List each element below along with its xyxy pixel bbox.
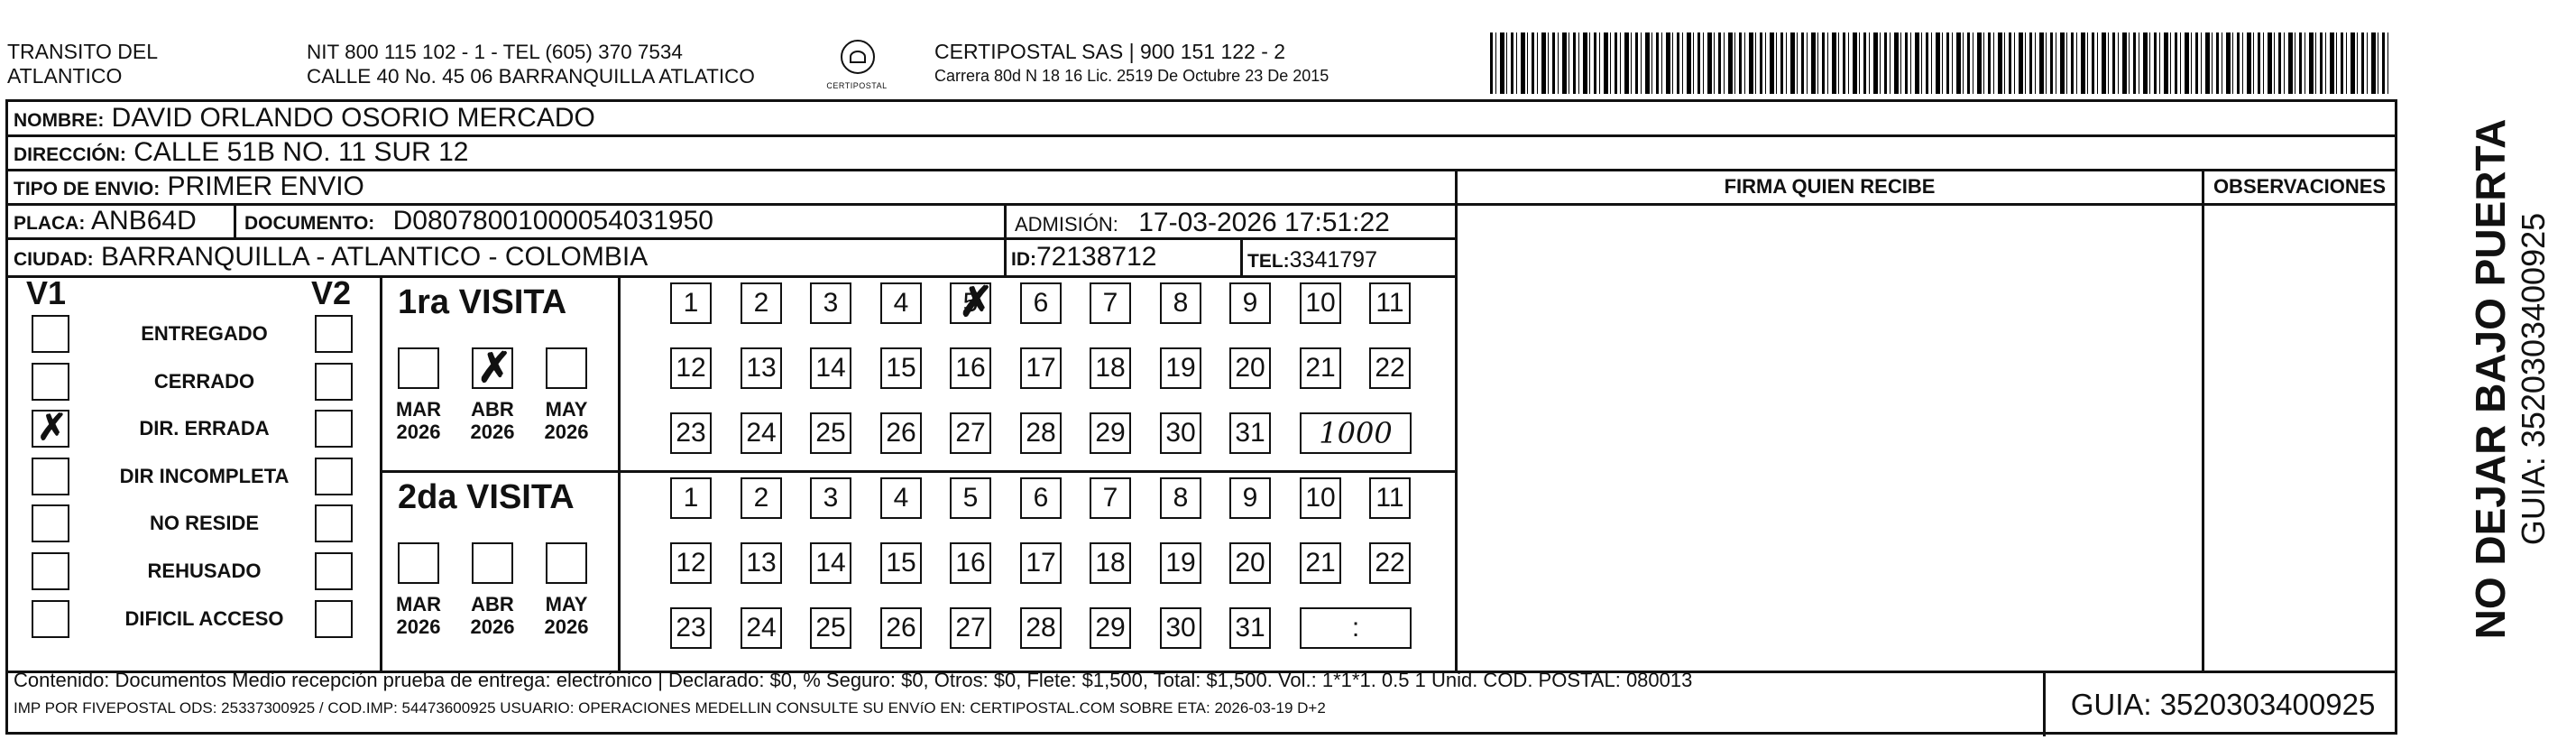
observaciones-header: OBSERVACIONES bbox=[2213, 175, 2387, 198]
day-box[interactable]: 10 bbox=[1300, 477, 1341, 519]
v2-checkbox[interactable] bbox=[315, 552, 353, 590]
logo-text: CERTIPOSTAL bbox=[826, 81, 888, 90]
month-label bbox=[387, 593, 450, 638]
id-value: 72138712 bbox=[1036, 242, 1157, 272]
direccion-field bbox=[14, 137, 468, 171]
day-box[interactable]: 1 bbox=[670, 477, 712, 519]
month-name: ABR bbox=[471, 593, 514, 615]
sender-line-2: ATLANTICO bbox=[7, 64, 123, 88]
v2-label: V2 bbox=[311, 274, 352, 311]
v2-checkbox[interactable] bbox=[315, 315, 353, 353]
day-box[interactable]: 4 bbox=[880, 282, 922, 324]
day-box[interactable]: 23 bbox=[670, 412, 712, 454]
nombre-value: DAVID ORLANDO OSORIO MERCADO bbox=[111, 103, 595, 133]
id-label: ID: bbox=[1011, 249, 1036, 270]
day-box[interactable]: 11 bbox=[1369, 477, 1411, 519]
month-checkbox[interactable] bbox=[398, 347, 439, 389]
day-box[interactable]: 14 bbox=[810, 347, 851, 389]
day-box[interactable]: 17 bbox=[1020, 542, 1062, 584]
month-year: 2026 bbox=[470, 615, 515, 638]
day-box[interactable]: 2 bbox=[741, 282, 782, 324]
id-field bbox=[1011, 242, 1156, 275]
documento-value: D08078001000054031950 bbox=[392, 206, 713, 236]
courier-line-1: CERTIPOSTAL SAS | 900 151 122 - 2 bbox=[934, 40, 1286, 63]
direccion-label: DIRECCIÓN: bbox=[14, 144, 126, 165]
certipostal-logo bbox=[821, 40, 893, 94]
month-checkbox[interactable] bbox=[398, 542, 439, 584]
nombre-label: NOMBRE: bbox=[14, 110, 105, 131]
day-box[interactable]: 22 bbox=[1369, 347, 1411, 389]
status-label: ENTREGADO bbox=[141, 322, 268, 345]
visit-title: 1ra VISITA bbox=[398, 283, 567, 321]
day-box[interactable]: 12 bbox=[670, 542, 712, 584]
tipo-envio-label: TIPO DE ENVIO: bbox=[14, 179, 161, 199]
day-box[interactable]: 21 bbox=[1300, 347, 1341, 389]
day-box[interactable]: 28 bbox=[1020, 412, 1062, 454]
month-label bbox=[461, 398, 524, 443]
day-box[interactable]: 7 bbox=[1090, 282, 1131, 324]
day-box[interactable]: 24 bbox=[741, 607, 782, 649]
side-notice bbox=[2466, 108, 2553, 650]
direccion-value: CALLE 51B NO. 11 SUR 12 bbox=[133, 137, 469, 167]
month-name: MAR bbox=[395, 593, 442, 615]
side-guia: GUIA: 3520303400925 bbox=[2515, 212, 2552, 546]
day-box[interactable]: 3 bbox=[810, 477, 851, 519]
visit-time-box[interactable]: 1000 bbox=[1300, 412, 1412, 454]
day-box[interactable]: 17 bbox=[1020, 347, 1062, 389]
sender-contact bbox=[307, 40, 812, 88]
admision-field bbox=[1015, 208, 1390, 240]
month-checkbox[interactable] bbox=[472, 542, 513, 584]
month-label bbox=[535, 593, 598, 638]
month-name: MAY bbox=[545, 398, 588, 421]
day-box[interactable]: 13 bbox=[741, 542, 782, 584]
placa-label: PLACA: bbox=[14, 213, 86, 234]
day-box[interactable]: 2 bbox=[741, 477, 782, 519]
month-year: 2026 bbox=[544, 615, 589, 638]
day-box[interactable]: 26 bbox=[880, 607, 922, 649]
day-box[interactable]: 19 bbox=[1160, 347, 1201, 389]
ciudad-label: CIUDAD: bbox=[14, 249, 94, 270]
side-notice-title: NO DEJAR BAJO PUERTA bbox=[2467, 118, 2514, 640]
placa-field bbox=[14, 206, 197, 239]
day-box[interactable]: 21 bbox=[1300, 542, 1341, 584]
v1-checkbox[interactable] bbox=[32, 458, 69, 495]
month-checkbox[interactable] bbox=[472, 347, 513, 389]
v2-checkbox[interactable] bbox=[315, 363, 353, 401]
status-label: REHUSADO bbox=[147, 560, 262, 582]
placa-value: ANB64D bbox=[91, 206, 197, 236]
tel-value: 3341797 bbox=[1289, 247, 1377, 273]
day-box[interactable]: 7 bbox=[1090, 477, 1131, 519]
day-box[interactable]: 6 bbox=[1020, 282, 1062, 324]
month-name: ABR bbox=[471, 398, 514, 421]
admision-label: ADMISIÓN: bbox=[1015, 213, 1118, 236]
day-box[interactable]: 29 bbox=[1090, 607, 1131, 649]
day-box[interactable]: 18 bbox=[1090, 347, 1131, 389]
day-box[interactable]: 25 bbox=[810, 607, 851, 649]
tel-field bbox=[1247, 245, 1377, 277]
day-box[interactable]: 31 bbox=[1229, 607, 1271, 649]
day-box[interactable]: 1 bbox=[670, 282, 712, 324]
v1-checkbox[interactable] bbox=[32, 600, 69, 638]
day-box[interactable]: 25 bbox=[810, 412, 851, 454]
v1-checkbox[interactable] bbox=[32, 504, 69, 542]
day-box[interactable]: 4 bbox=[880, 477, 922, 519]
month-label bbox=[387, 398, 450, 443]
v2-checkbox[interactable] bbox=[315, 504, 353, 542]
footer-content-line: Contenido: Documentos Medio recepción prueba de entrega: electrónico | Declarado: $0, % Seguro: $0, Otros: $0, Flete: $1,500, Total: $1,500. Vol.: 1*1*1. 0.5 1 Unid. COD. POSTAL: 080013 bbox=[14, 669, 1693, 691]
day-box[interactable]: 27 bbox=[950, 607, 991, 649]
sender-line-1: TRANSITO DEL bbox=[7, 40, 158, 63]
footer-print-line: IMP POR FIVEPOSTAL ODS: 25337300925 / COD.IMP: 54473600925 USUARIO: OPERACIONES MEDELLIN CONSULTE SU ENVíO EN: CERTIPOSTAL.COM SOBRE ETA: 2026-03-19 D+2 bbox=[14, 699, 1326, 717]
day-box[interactable]: 30 bbox=[1160, 412, 1201, 454]
tipo-envio-value: PRIMER ENVIO bbox=[167, 171, 364, 201]
day-box[interactable]: 15 bbox=[880, 347, 922, 389]
month-name: MAR bbox=[395, 398, 442, 421]
status-label: DIR INCOMPLETA bbox=[119, 465, 290, 487]
v1-checkbox[interactable] bbox=[32, 363, 69, 401]
month-year: 2026 bbox=[396, 421, 441, 443]
month-year: 2026 bbox=[470, 421, 515, 443]
signature-area[interactable] bbox=[1460, 208, 2198, 667]
courier-line-2: Carrera 80d N 18 16 Lic. 2519 De Octubre 23 De 2015 bbox=[934, 67, 1329, 85]
day-box[interactable]: 22 bbox=[1369, 542, 1411, 584]
observations-area[interactable] bbox=[2207, 208, 2393, 667]
firma-header: FIRMA QUIEN RECIBE bbox=[1724, 175, 1936, 198]
day-box[interactable]: 9 bbox=[1229, 282, 1271, 324]
address-line: CALLE 40 No. 45 06 BARRANQUILLA ATLATICO bbox=[307, 65, 755, 88]
visit-time-box[interactable]: : bbox=[1300, 607, 1412, 649]
day-box[interactable]: 18 bbox=[1090, 542, 1131, 584]
documento-label: DOCUMENTO: bbox=[244, 213, 375, 234]
day-box[interactable]: 5 ✗ bbox=[950, 282, 991, 324]
status-label: CERRADO bbox=[153, 370, 255, 393]
admision-value: 17-03-2026 17:51:22 bbox=[1138, 208, 1390, 237]
logo-icon bbox=[841, 40, 875, 74]
barcode bbox=[1490, 32, 2392, 94]
month-label bbox=[535, 398, 598, 443]
day-box[interactable]: 5 bbox=[950, 477, 991, 519]
month-year: 2026 bbox=[396, 615, 441, 638]
month-checkbox[interactable] bbox=[546, 542, 587, 584]
day-box[interactable]: 14 bbox=[810, 542, 851, 584]
status-label: DIFICIL ACCESO bbox=[124, 607, 284, 630]
v1-checkbox[interactable] bbox=[32, 410, 69, 448]
day-box[interactable]: 29 bbox=[1090, 412, 1131, 454]
courier-block bbox=[934, 40, 1440, 88]
day-box[interactable]: 13 bbox=[741, 347, 782, 389]
day-box[interactable]: 6 bbox=[1020, 477, 1062, 519]
tipo-envio-field bbox=[14, 171, 364, 205]
sender-block bbox=[7, 40, 278, 88]
day-box[interactable]: 31 bbox=[1229, 412, 1271, 454]
ciudad-value: BARRANQUILLA - ATLANTICO - COLOMBIA bbox=[101, 242, 649, 272]
status-label: NO RESIDE bbox=[149, 512, 260, 534]
day-box[interactable]: 27 bbox=[950, 412, 991, 454]
v1-label: V1 bbox=[26, 274, 67, 311]
documento-field bbox=[244, 206, 713, 239]
month-name: MAY bbox=[545, 593, 588, 615]
day-box[interactable]: 20 bbox=[1229, 347, 1271, 389]
day-box[interactable]: 24 bbox=[741, 412, 782, 454]
month-checkbox[interactable] bbox=[546, 347, 587, 389]
v2-checkbox[interactable] bbox=[315, 600, 353, 638]
day-box[interactable]: 9 bbox=[1229, 477, 1271, 519]
v1-checkbox[interactable] bbox=[32, 315, 69, 353]
nombre-field bbox=[14, 103, 595, 136]
day-box[interactable]: 16 bbox=[950, 347, 991, 389]
day-box[interactable]: 15 bbox=[880, 542, 922, 584]
day-box[interactable]: 8 bbox=[1160, 282, 1201, 324]
day-box[interactable]: 12 bbox=[670, 347, 712, 389]
status-label: DIR. ERRADA bbox=[139, 417, 270, 439]
v2-checkbox[interactable] bbox=[315, 458, 353, 495]
v2-checkbox[interactable] bbox=[315, 410, 353, 448]
day-box[interactable]: 19 bbox=[1160, 542, 1201, 584]
month-label bbox=[461, 593, 524, 638]
day-box[interactable]: 8 bbox=[1160, 477, 1201, 519]
day-box[interactable]: 30 bbox=[1160, 607, 1201, 649]
day-box[interactable]: 10 bbox=[1300, 282, 1341, 324]
day-box[interactable]: 23 bbox=[670, 607, 712, 649]
tel-label: TEL: bbox=[1247, 251, 1290, 272]
day-box[interactable]: 11 bbox=[1369, 282, 1411, 324]
day-box[interactable]: 28 bbox=[1020, 607, 1062, 649]
nit-line: NIT 800 115 102 - 1 - TEL (605) 370 7534 bbox=[307, 41, 683, 63]
day-box[interactable]: 20 bbox=[1229, 542, 1271, 584]
visit-title: 2da VISITA bbox=[398, 478, 575, 516]
guia-number: GUIA: 3520303400925 bbox=[2043, 673, 2400, 736]
delivery-form bbox=[5, 99, 2397, 735]
day-box[interactable]: 3 bbox=[810, 282, 851, 324]
day-box[interactable]: 16 bbox=[950, 542, 991, 584]
v1-checkbox[interactable] bbox=[32, 552, 69, 590]
month-year: 2026 bbox=[544, 421, 589, 443]
day-box[interactable]: 26 bbox=[880, 412, 922, 454]
ciudad-field bbox=[14, 242, 648, 275]
